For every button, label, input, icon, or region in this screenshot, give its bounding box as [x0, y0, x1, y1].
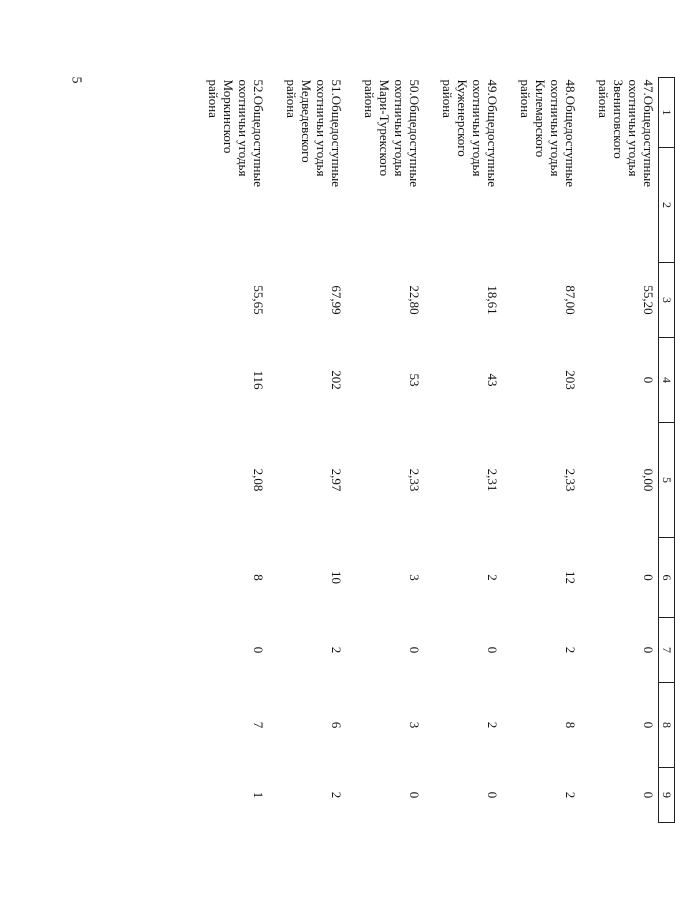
column-header-5: 5: [659, 423, 675, 538]
cell-col-8: 7: [251, 721, 266, 729]
table-row: [190, 78, 268, 823]
row-name-cell: 49.Общедоступные охотничьи угодья Куженерского района: [440, 79, 500, 187]
cell-col-9: 1: [251, 791, 266, 799]
table-row: [502, 78, 580, 823]
cell-col-3: 67,99: [329, 285, 344, 315]
row-name-cell: 48.Общедоступные охотничьи угодья Килемарского района: [518, 79, 578, 187]
cell-col-3: 22,80: [407, 285, 422, 315]
cell-col-8: 0: [641, 721, 656, 729]
cell-col-5: 2,08: [251, 468, 266, 492]
table-row: [346, 78, 424, 823]
row-name-cell: 50.Общедоступные охотничьи угодья Мари-Турекского района: [362, 79, 422, 187]
column-header-7: 7: [659, 618, 675, 683]
cell-col-8: 2: [485, 721, 500, 729]
cell-col-7: 2: [563, 646, 578, 654]
cell-col-8: 3: [407, 721, 422, 729]
cell-col-5: 0,00: [641, 468, 656, 492]
cell-col-6: 3: [407, 574, 422, 581]
cell-col-3: 55,20: [641, 285, 656, 315]
cell-col-4: 0: [641, 376, 656, 384]
cell-col-7: 2: [329, 646, 344, 654]
cell-col-5: 2,33: [563, 468, 578, 492]
column-header-8: 8: [659, 683, 675, 768]
row-name-cell: 51.Общедоступные охотничьи угодья Медведевского района: [284, 79, 344, 187]
table-wrap: [105, 77, 675, 822]
cell-col-6: 2: [485, 574, 500, 581]
cell-col-7: 0: [251, 646, 266, 654]
cell-col-6: 10: [329, 571, 344, 584]
cell-col-4: 43: [485, 373, 500, 387]
column-header-4: 4: [659, 338, 675, 423]
cell-col-7: 0: [485, 646, 500, 654]
cell-col-9: 2: [329, 791, 344, 799]
cell-col-5: 2,31: [485, 468, 500, 492]
cell-col-8: 8: [563, 721, 578, 729]
row-name-cell: 52.Общедоступные охотничьи угодья Моркинского района: [206, 79, 266, 187]
rotated-table-container: [0, 77, 675, 799]
cell-col-4: 203: [563, 370, 578, 390]
cell-col-9: 0: [641, 791, 656, 799]
column-header-6: 6: [659, 538, 675, 618]
cell-col-9: 2: [563, 791, 578, 799]
cell-col-6: 8: [251, 574, 266, 581]
data-table: [190, 77, 675, 823]
cell-col-9: 0: [485, 791, 500, 799]
cell-col-3: 18,61: [485, 285, 500, 315]
cell-col-3: 55,65: [251, 285, 266, 315]
column-header-9: 9: [659, 768, 675, 823]
cell-col-4: 53: [407, 373, 422, 387]
cell-col-9: 0: [407, 791, 422, 799]
table-body: [190, 78, 659, 823]
column-header-1: 1: [659, 78, 675, 148]
page-number: 5: [68, 76, 84, 84]
cell-col-7: 0: [407, 646, 422, 654]
cell-col-4: 116: [251, 370, 266, 390]
cell-col-3: 87,00: [563, 285, 578, 315]
table-row: [424, 78, 502, 823]
column-header-2: 2: [659, 148, 675, 263]
cell-col-5: 2,97: [329, 468, 344, 492]
cell-col-6: 0: [641, 574, 656, 581]
column-header-3: 3: [659, 263, 675, 338]
row-name-cell: 47.Общедоступные охотничьи угодья Звениговского района: [596, 79, 656, 187]
cell-col-5: 2,33: [407, 468, 422, 492]
table-row: [580, 78, 659, 823]
cell-col-8: 6: [329, 721, 344, 729]
cell-col-6: 12: [563, 571, 578, 584]
table-row: [268, 78, 346, 823]
cell-col-7: 0: [641, 646, 656, 654]
cell-col-4: 202: [329, 370, 344, 390]
header-row: [659, 78, 675, 823]
